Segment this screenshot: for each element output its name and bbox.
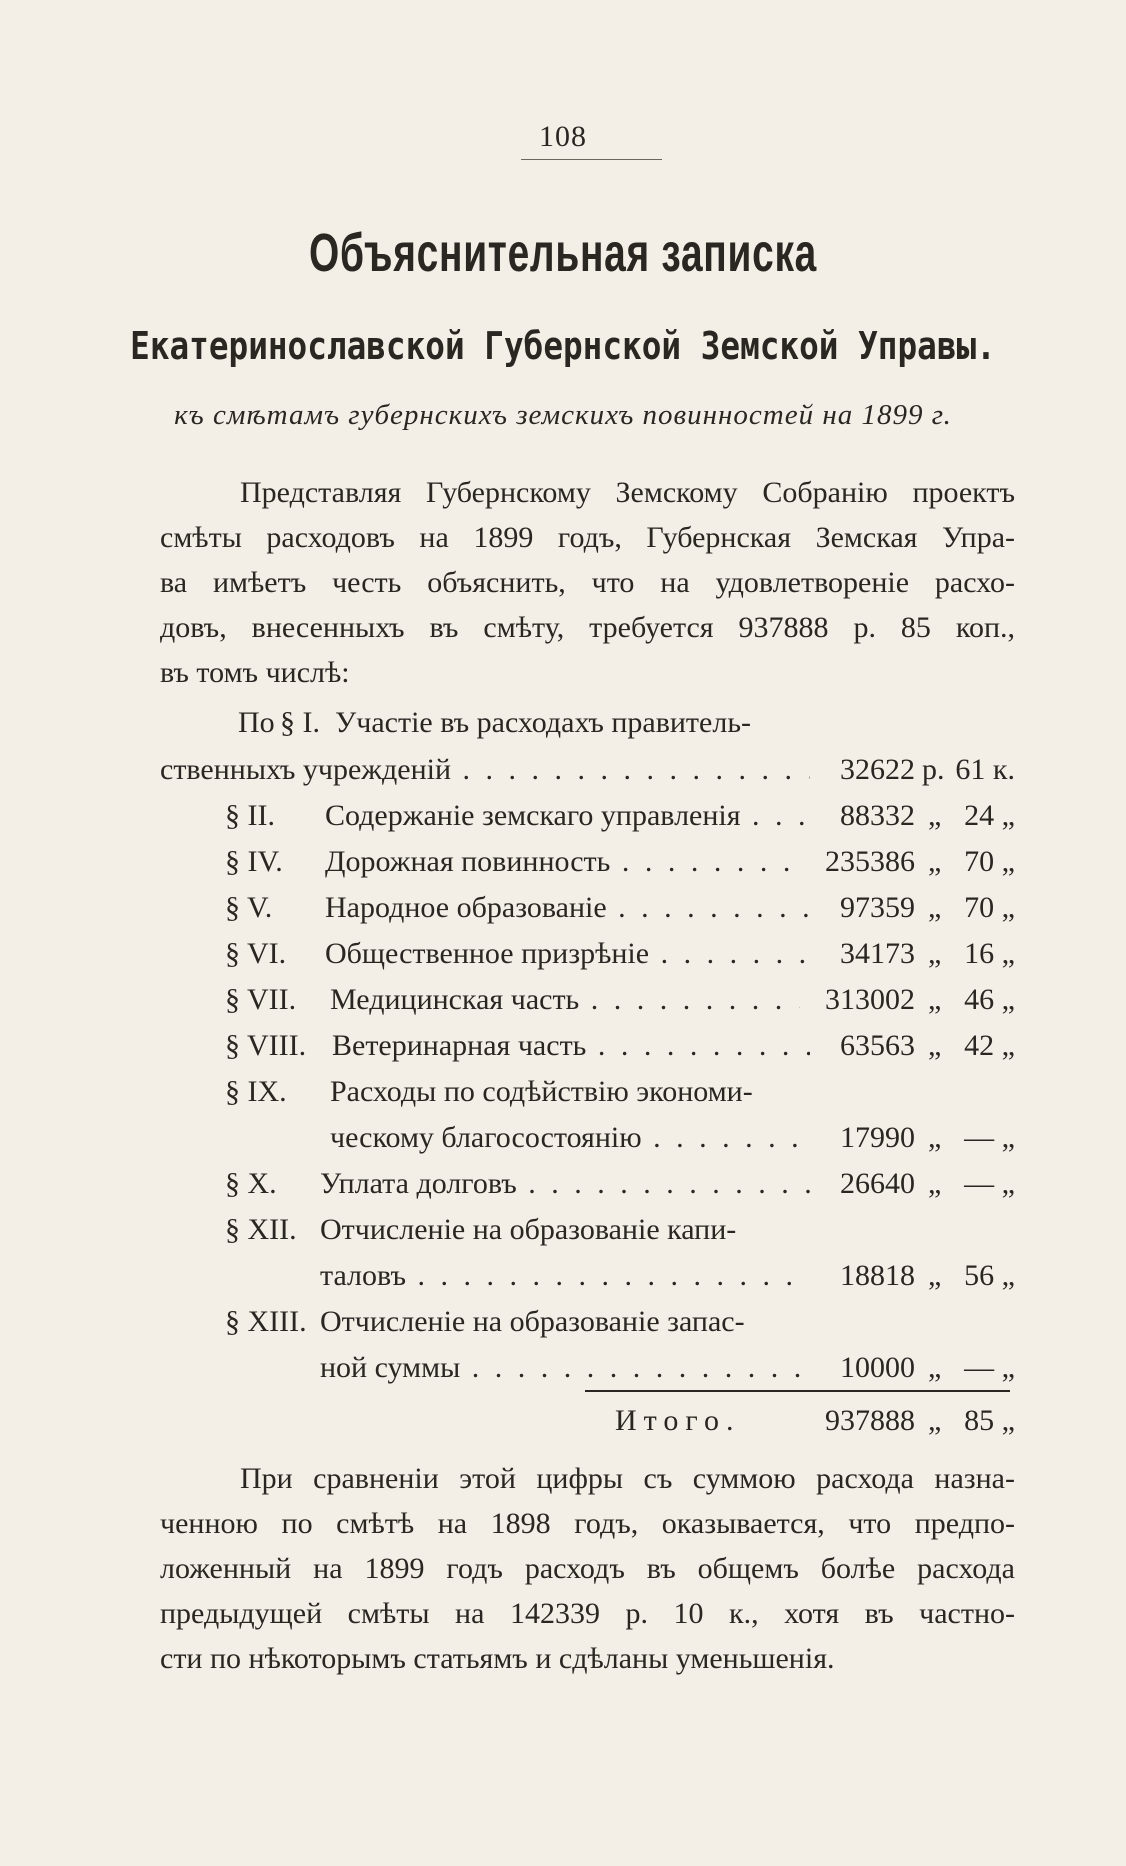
item-rub: „ [928, 1121, 942, 1154]
item-label: Отчисленіе на образованіе запас- [320, 1305, 745, 1338]
text-line: въ томъ числѣ: [160, 656, 350, 689]
text-line: Представляя Губернскому Земскому Собранію проектъ [240, 476, 1015, 509]
item-label: ческому благосостоянію . . . [330, 1115, 810, 1160]
list-item [160, 1207, 1015, 1252]
item-amount: 10000 [840, 1351, 915, 1384]
item-kop: 46 „ [964, 983, 1015, 1016]
list-item [160, 747, 1015, 792]
item-kop: — „ [964, 1167, 1015, 1200]
list-item [160, 1023, 1015, 1068]
item-amount: 34173 [840, 937, 915, 970]
item-label: Содержаніе земскаго управленія . . . [325, 793, 810, 838]
item-label: Ветеринарная часть . . . [332, 1023, 810, 1068]
item-section: § VIII. [225, 1029, 307, 1062]
item-label: Дорожная повинность . . . [325, 839, 800, 884]
item-rub: „ [928, 937, 942, 970]
item-section: § XII. [225, 1213, 297, 1246]
item-kop: 70 „ [964, 845, 1015, 878]
list-item [160, 1069, 1015, 1114]
item-amount: 88332 [840, 799, 915, 832]
item-amount: 63563 [840, 1029, 915, 1062]
item-rub: „ [928, 845, 942, 878]
item-kop: — „ [964, 1351, 1015, 1384]
item-rub: „ [928, 1167, 942, 1200]
item-amount: 313002 [825, 983, 915, 1016]
list-item [160, 931, 1015, 976]
item-label: таловъ . . . [320, 1253, 810, 1298]
item-section: § XIII. [225, 1305, 307, 1338]
item-kop: 56 „ [964, 1259, 1015, 1292]
document-subtitle: Екатеринославской Губернской Земской Управы. [130, 324, 996, 368]
item-kop: 16 „ [964, 937, 1015, 970]
item-label: Расходы по содѣйствію экономи- [330, 1075, 753, 1108]
item-rub: „ [928, 1351, 942, 1384]
item-section: § VII. [225, 983, 297, 1016]
document-subtitle-italic: къ смѣтамъ губернскихъ земскихъ повинностей на 1899 г. [174, 399, 952, 431]
list-item [160, 885, 1015, 930]
text-line: предыдущей смѣты на 142339 р. 10 к., хотя въ частно- [160, 1597, 1015, 1630]
page-number-rule [521, 159, 662, 160]
item-label: Участіе въ расходахъ правитель- [335, 706, 751, 739]
text-line: довъ, внесенныхъ въ смѣту, требуется 937888 р. 85 коп., [160, 611, 1015, 644]
item-section: § V. [225, 891, 273, 924]
item-rub: „ [928, 1259, 942, 1292]
item-rub: „ [928, 891, 942, 924]
item-label: ственныхъ учрежденій . . . [160, 747, 810, 792]
conclusion-paragraph [160, 1456, 1015, 1681]
item-label: Общественное призрѣніе . . . [325, 931, 810, 976]
item-rub: р. [922, 753, 945, 786]
item-prefix: По [238, 706, 275, 739]
list-item [160, 1345, 1015, 1390]
list-item [160, 977, 1015, 1022]
text-line: смѣты расходовъ на 1899 годъ, Губернская Земская Упра- [160, 521, 1015, 554]
item-label: Народное образованіе . . . [325, 885, 810, 930]
list-item [160, 1161, 1015, 1206]
text-line: При сравненіи этой цифры съ суммою расхода назна- [240, 1462, 1015, 1495]
item-amount: 235386 [825, 845, 915, 878]
item-section: § IX. [225, 1075, 287, 1108]
item-label: Отчисленіе на образованіе капи- [320, 1213, 737, 1246]
item-rub: „ [928, 799, 942, 832]
item-label: ной суммы . . . [320, 1345, 810, 1390]
item-label: Уплата долговъ . . . [320, 1161, 810, 1206]
item-label: Медицинская часть . . . [330, 977, 800, 1022]
item-rub: „ [928, 1029, 942, 1062]
total-row [160, 1398, 1015, 1443]
item-kop: 70 „ [964, 891, 1015, 924]
item-kop: — „ [964, 1121, 1015, 1154]
list-item [160, 839, 1015, 884]
intro-paragraph [160, 470, 1015, 695]
total-rub: „ [928, 1404, 942, 1437]
total-amount: 937888 [825, 1404, 915, 1437]
item-kop: 42 „ [964, 1029, 1015, 1062]
list-item [160, 793, 1015, 838]
item-section: § I. [280, 706, 320, 739]
item-amount: 32622 [840, 753, 915, 786]
item-amount: 26640 [840, 1167, 915, 1200]
list-item [160, 1299, 1015, 1344]
item-section: § II. [225, 799, 275, 832]
total-rule [585, 1390, 1010, 1392]
item-section: § X. [225, 1167, 277, 1200]
total-kop: 85 „ [964, 1404, 1015, 1437]
item-section: § IV. [225, 845, 283, 878]
item-kop: 61 к. [955, 753, 1015, 786]
text-line: ложенный на 1899 годъ расходъ въ общемъ болѣе расхода [160, 1552, 1015, 1585]
text-line: ченною по смѣтѣ на 1898 годъ, оказывается, что предпо- [160, 1507, 1015, 1540]
list-item [160, 1115, 1015, 1160]
item-rub: „ [928, 983, 942, 1016]
item-kop: 24 „ [964, 799, 1015, 832]
text-line: сти по нѣкоторымъ статьямъ и сдѣланы уменьшенія. [160, 1642, 835, 1675]
list-item [160, 700, 1015, 745]
item-amount: 17990 [840, 1121, 915, 1154]
item-amount: 97359 [840, 891, 915, 924]
text-line: ва имѣетъ честь объяснить, что на удовлетвореніе расхо- [160, 566, 1015, 599]
page-number: 108 [539, 120, 587, 153]
list-item [160, 1253, 1015, 1298]
item-section: § VI. [225, 937, 287, 970]
total-label: Итого. [615, 1404, 741, 1437]
document-title: Объяснительная записка [308, 223, 818, 283]
item-amount: 18818 [840, 1259, 915, 1292]
